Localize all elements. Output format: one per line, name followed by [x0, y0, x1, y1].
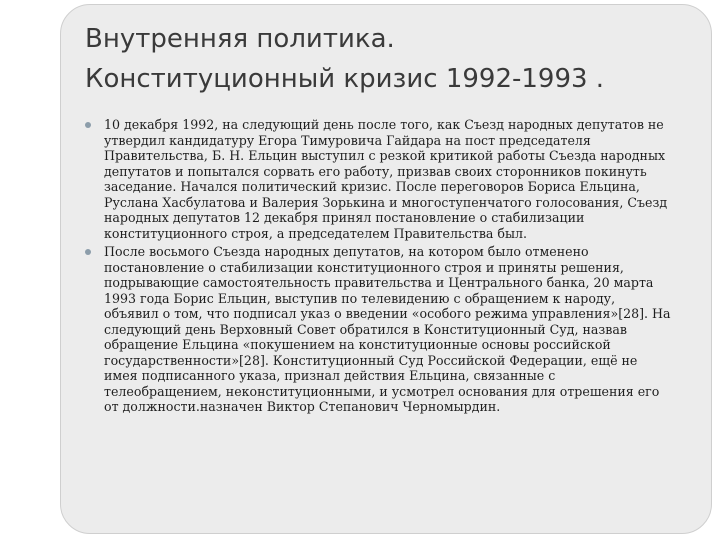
bullet-list	[81, 117, 671, 418]
bullet-item	[81, 244, 671, 415]
bullet-dot-icon	[85, 249, 91, 255]
bullet-item	[81, 117, 671, 241]
slide-title-line-2: Конституционный кризис 1992-1993 .	[85, 64, 605, 94]
bullet-text: 10 декабря 1992, на следующий день после того, как Съезд народных депутатов не утвердил кандидатуру Егора Тимуровича Гайдара на пост председателя Правительства, Б. Н. Ельцин выступил с резкой критикой работы Съезда народных депутатов и попытался сорвать его работу, призвав своих сторонников покинуть заседание. Начался политический кризис. После переговоров Бориса Ельцина, Руслана Хасбулатова и Валерия Зорькина и многоступенчатого голосования, Съезд народных депутатов 12 декабря принял постановление о стабилизации конституционного строя, а председателем Правительства был.	[104, 117, 668, 241]
slide-title-line-1: Внутренняя политика.	[85, 24, 395, 54]
bullet-text: После восьмого Съезда народных депутатов, на котором было отменено постановление о стабилизации конституционного строя и приняты решения, подрывающие самостоятельность правительства и Центрального банка, 20 марта 1993 года Борис Ельцин, выступив по телевидению с обращением к народу, объявил о том, что подписал указ о введении «особого режима управления»[28]. На следующий день Верховный Совет обратился в Конституционный Суд, назвав обращение Ельцина «покушением на конституционные основы российской государственности»[28]. Конституционный Суд Российской Федерации, ещё не имея подписанного указа, признал действия Ельцина, связанные с телеобращением, неконституционными, и усмотрел основания для отрешения его от должности.назначен Виктор Степанович Черномырдин.	[104, 244, 671, 414]
slide-title	[85, 19, 695, 99]
bullet-dot-icon	[85, 122, 91, 128]
slide-panel	[60, 4, 712, 534]
